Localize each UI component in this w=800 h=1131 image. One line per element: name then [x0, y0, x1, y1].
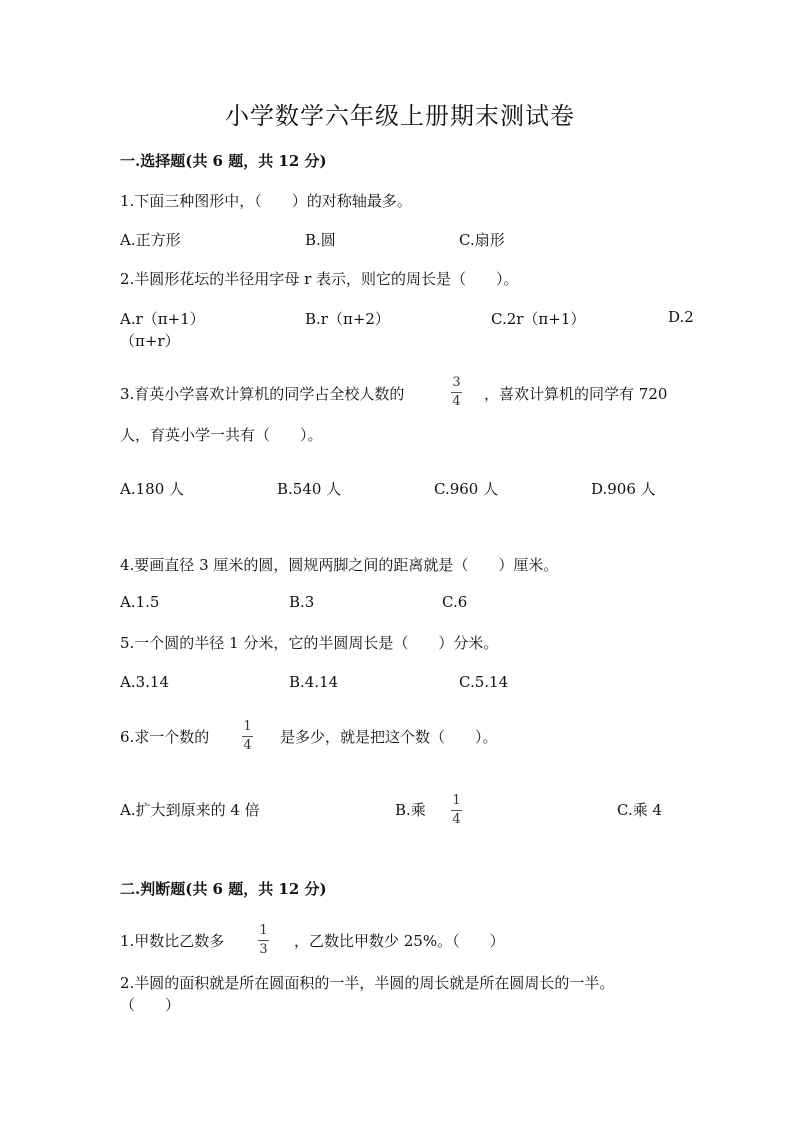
- fraction-numerator: 1: [259, 923, 268, 938]
- j1-fraction: [258, 924, 269, 957]
- q2-option-a: A.r（π+1）: [120, 310, 205, 328]
- fraction-denominator: 4: [452, 812, 461, 827]
- q2-option-d: D.2: [668, 308, 694, 326]
- q6-option-a: A.扩大到原来的 4 倍: [120, 801, 260, 819]
- question-3-text-line2: 人，育英小学一共有（ ）。: [120, 426, 323, 444]
- question-3-text-before: 3.育英小学喜欢计算机的同学占全校人数的: [120, 385, 405, 403]
- q1-option-a: A.正方形: [120, 231, 181, 249]
- q6-option-c: C.乘 4: [617, 801, 663, 819]
- fraction-denominator: 3: [259, 942, 268, 957]
- q6-fraction: [242, 720, 253, 753]
- fraction-bar: [242, 736, 253, 737]
- fraction-bar: [258, 940, 269, 941]
- q2-option-c: C.2r（π+1）: [491, 310, 586, 328]
- section-heading-judgement: 二.判断题(共 6 题，共 12 分): [120, 880, 327, 898]
- fraction-numerator: 1: [243, 719, 252, 734]
- q4-option-b: B.3: [289, 593, 315, 611]
- judgement-1-text-after: ，乙数比甲数少 25%。（ ）: [294, 932, 505, 950]
- q1-option-b: B.圆: [305, 231, 336, 249]
- q3-option-c: C.960 人: [434, 480, 499, 498]
- q3-option-a: A.180 人: [120, 480, 184, 498]
- q3-fraction: [451, 376, 462, 409]
- question-6-text-after: 是多少，就是把这个数（ ）。: [280, 728, 498, 746]
- question-2-text: 2.半圆形花坛的半径用字母 r 表示，则它的周长是（ ）。: [120, 270, 519, 288]
- judgement-2-text: 2.半圆的面积就是所在圆面积的一半，半圆的周长就是所在圆周长的一半。: [120, 974, 615, 992]
- q5-option-c: C.5.14: [459, 673, 509, 691]
- q5-option-a: A.3.14: [120, 673, 169, 691]
- fraction-denominator: 4: [452, 394, 461, 409]
- question-1-text: 1.下面三种图形中，（ ）的对称轴最多。: [120, 192, 412, 210]
- fraction-denominator: 4: [243, 738, 252, 753]
- page-title: 小学数学六年级上册期末测试卷: [225, 102, 575, 130]
- fraction-numerator: 3: [452, 375, 461, 390]
- q1-option-c: C.扇形: [459, 231, 505, 249]
- q2-option-d-continued: （π+r）: [120, 332, 180, 350]
- question-5-text: 5.一个圆的半径 1 分米，它的半圆周长是（ ）分米。: [120, 634, 499, 652]
- q3-option-d: D.906 人: [591, 480, 656, 498]
- question-6-text-before: 6.求一个数的: [120, 728, 210, 746]
- q5-option-b: B.4.14: [289, 673, 339, 691]
- judgement-2-text-line2: （ ）: [120, 996, 181, 1014]
- question-4-text: 4.要画直径 3 厘米的圆，圆规两脚之间的距离就是（ ）厘米。: [120, 556, 559, 574]
- q6-option-b: B.乘: [395, 801, 426, 819]
- q4-option-c: C.6: [442, 593, 468, 611]
- q2-option-b: B.r（π+2）: [305, 310, 390, 328]
- q3-option-b: B.540 人: [277, 480, 342, 498]
- question-3-text-after: ，喜欢计算机的同学有 720: [484, 385, 668, 403]
- judgement-1-text-before: 1.甲数比乙数多: [120, 932, 225, 950]
- fraction-numerator: 1: [452, 793, 461, 808]
- fraction-bar: [451, 810, 462, 811]
- q4-option-a: A.1.5: [120, 593, 160, 611]
- q6-option-b-fraction: [451, 794, 462, 827]
- section-heading-choice: 一.选择题(共 6 题，共 12 分): [120, 152, 327, 170]
- fraction-bar: [451, 392, 462, 393]
